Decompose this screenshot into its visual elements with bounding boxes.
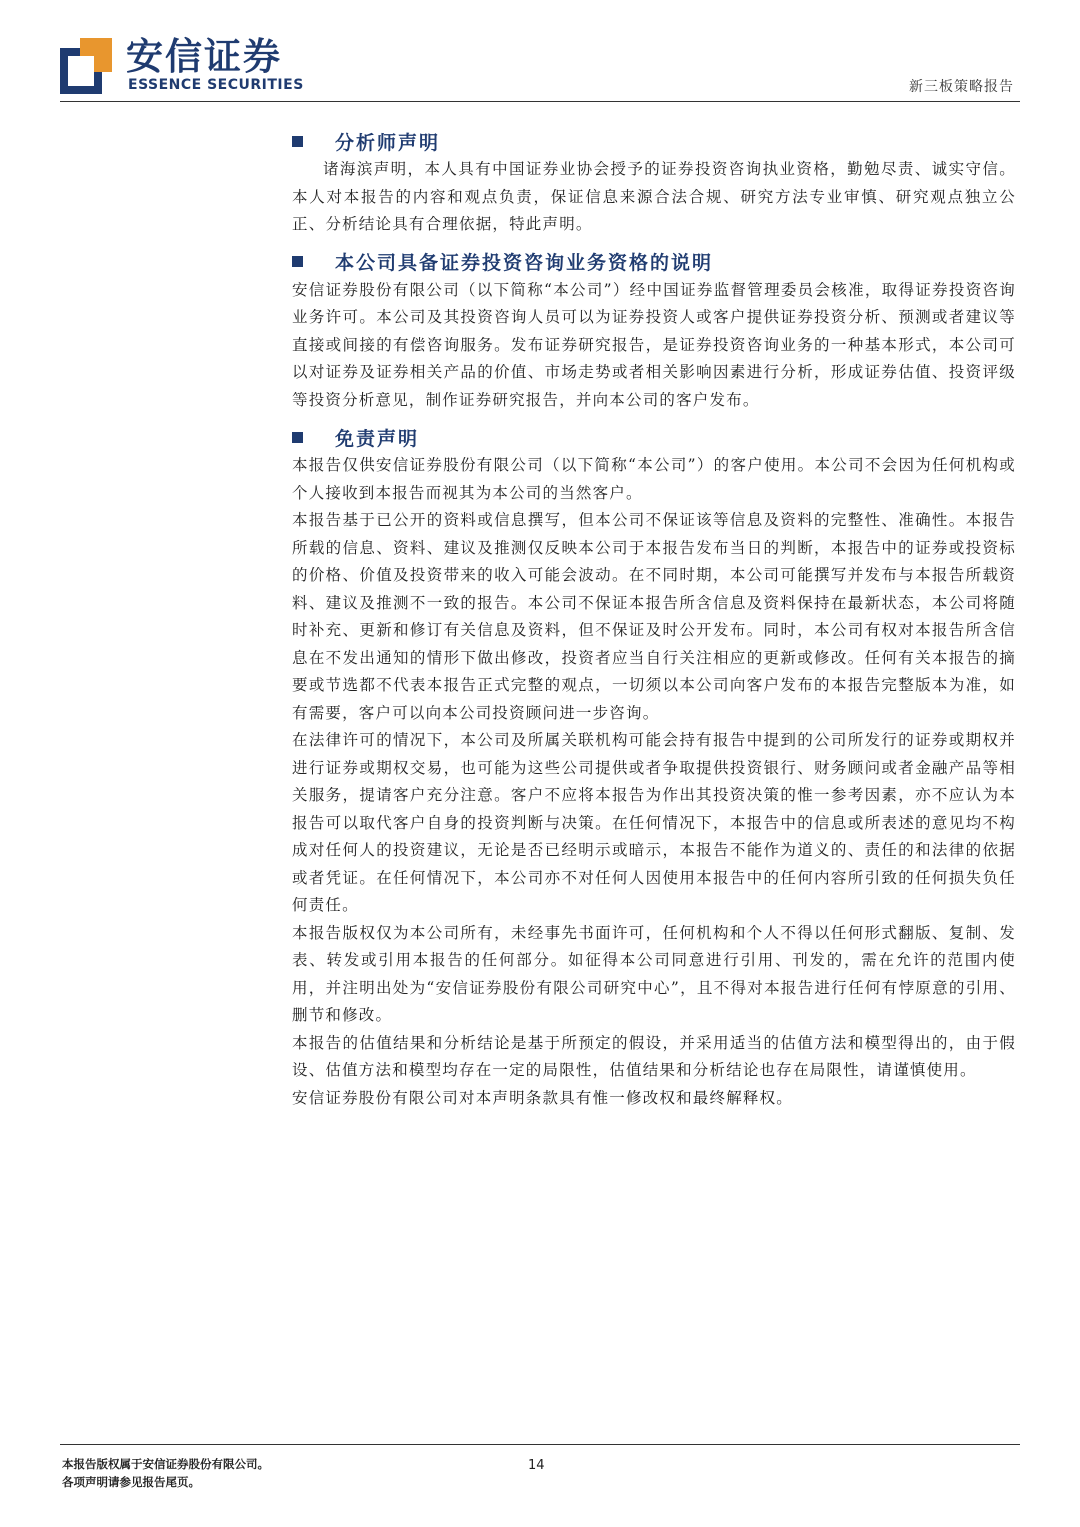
footer-disclaimer-note: 各项声明请参见报告尾页。: [62, 1475, 200, 1489]
page-header: [0, 0, 1080, 104]
section-title: 本公司具备证券投资咨询业务资格的说明: [335, 252, 714, 274]
section-heading-disclaimer: [292, 422, 1016, 452]
section-title: 分析师声明: [335, 131, 441, 154]
paragraph: 在法律许可的情况下，本公司及所属关联机构可能会持有报告中提到的公司所发行的证券或期权并进行证券或期权交易，也可能为这些公司提供或者争取提供投资银行、财务顾问或者金融产品等相关服务，提请客户充分注意。客户不应将本报告为作出其投资决策的惟一参考因素，亦不应认为本报告可以取代客户自身的投资判断与决策。在任何情况下，本报告中的信息或所表述的意见均不构成对任何人的投资建议，无论是否已经明示或暗示，本报告不能作为道义的、责任的和法律的依据或者凭证。在任何情况下，本公司亦不对任何人因使用本报告中的任何内容所引致的任何损失负任何责任。: [292, 731, 1016, 914]
paragraph: 本报告版权仅为本公司所有，未经事先书面许可，任何机构和个人不得以任何形式翻版、复制、发表、转发或引用本报告的任何部分。如征得本公司同意进行引用、刊发的，需在允许的范围内使用，并注明出处为“安信证券股份有限公司研究中心”，且不得对本报告进行任何有悖原意的引用、删节和修改。: [292, 923, 1016, 1024]
paragraph: 本报告的估值结果和分析结论是基于所预定的假设，并采用适当的估值方法和模型得出的，由于假设、估值方法和模型均存在一定的局限性，估值结果和分析结论也存在局限性，请谨慎使用。: [292, 1033, 1016, 1079]
logo-chinese-name: 安信证券: [126, 35, 282, 78]
logo-english-name: ESSENCE SECURITIES: [128, 77, 304, 93]
paragraph: 安信证券股份有限公司对本声明条款具有惟一修改权和最终解释权。: [292, 1088, 794, 1107]
essence-logo-icon: [60, 38, 112, 94]
footer-notice: [62, 1455, 269, 1491]
report-type-label: 新三板策略报告: [909, 79, 1014, 95]
header-divider: [60, 101, 1020, 102]
square-bullet-icon: [292, 432, 303, 443]
paragraph: 本报告基于已公开的资料或信息撰写，但本公司不保证该等信息及资料的完整性、准确性。本报告所载的信息、资料、建议及推测仅反映本公司于本报告发布当日的判断，本报告中的证券或投资标的价格、价值及投资带来的收入可能会波动。在不同时期，本公司可能撰写并发布与本报告所载资料、建议及推测不一致的报告。本公司不保证本报告所含信息及资料保持在最新状态，本公司将随时补充、更新和修订有关信息及资料，但不保证及时公开发布。同时，本公司有权对本报告所含信息在不发出通知的情形下做出修改，投资者应当自行关注相应的更新或修改。任何有关本报告的摘要或节选都不代表本报告正式完整的观点，一切须以本公司向客户发布的本报告完整版本为准，如有需要，客户可以向本公司投资顾问进一步咨询。: [292, 511, 1016, 722]
square-bullet-icon: [292, 136, 303, 147]
document-body: [292, 126, 1016, 1112]
footer-divider: [60, 1444, 1020, 1445]
paragraph: 诸海滨声明，本人具有中国证券业协会授予的证券投资咨询执业资格，勤勉尽责、诚实守信。本人对本报告的内容和观点负责，保证信息来源合法合规、研究方法专业审慎、研究观点独立公正、分析结论具有合理依据，特此声明。: [292, 160, 1016, 233]
section-heading-qualification: [292, 247, 1016, 277]
footer-copyright: 本报告版权属于安信证券股份有限公司。: [62, 1457, 269, 1471]
paragraph: 本报告仅供安信证券股份有限公司（以下简称“本公司”）的客户使用。本公司不会因为任何机构或个人接收到本报告而视其为本公司的当然客户。: [292, 456, 1016, 502]
page-number: 14: [528, 1458, 545, 1473]
paragraph: 安信证券股份有限公司（以下简称“本公司”）经中国证券监督管理委员会核准，取得证券投资咨询业务许可。本公司及其投资咨询人员可以为证券投资人或客户提供证券投资分析、预测或者建议等直接或间接的有偿咨询服务。发布证券研究报告，是证券投资咨询业务的一种基本形式，本公司可以对证券及证券相关产品的价值、市场走势或者相关影响因素进行分析，形成证券估值、投资评级等投资分析意见，制作证券研究报告，并向本公司的客户发布。: [292, 280, 1016, 409]
square-bullet-icon: [292, 256, 303, 267]
section-heading-analyst: [292, 126, 1016, 156]
section-title: 免责声明: [335, 427, 420, 450]
